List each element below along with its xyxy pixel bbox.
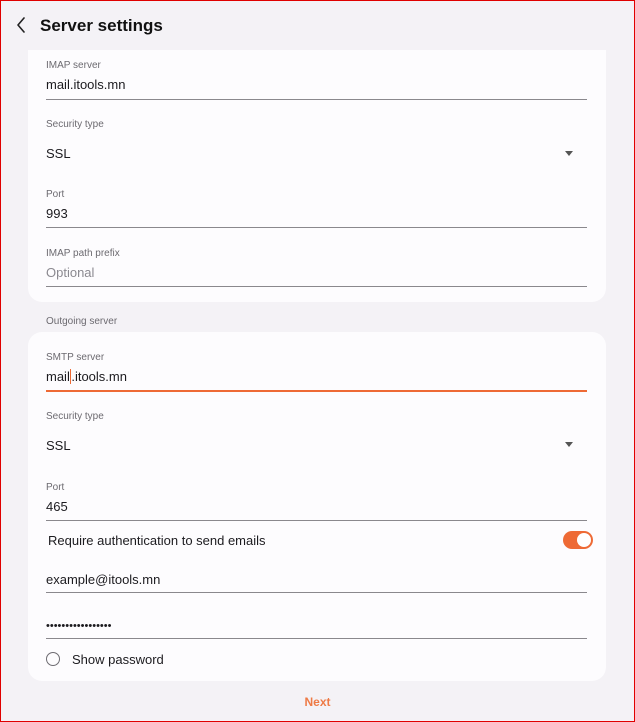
incoming-port-underline (46, 227, 587, 228)
smtp-server-text-before-cursor: mail (46, 369, 70, 384)
dropdown-arrow-icon (565, 151, 573, 156)
app-bar (0, 0, 635, 52)
incoming-security-type-dropdown[interactable] (46, 119, 587, 161)
outgoing-security-type-dropdown[interactable] (46, 411, 587, 453)
show-password-label: Show password (72, 651, 164, 667)
show-password-radio[interactable] (46, 652, 60, 666)
require-auth-label: Require authentication to send emails (48, 533, 266, 548)
password-input[interactable]: ••••••••••••••••• (46, 620, 112, 632)
username-field[interactable] (46, 572, 587, 588)
outgoing-security-type-value: SSL (46, 438, 71, 453)
imap-server-input[interactable]: mail.itools.mn (46, 77, 126, 92)
outgoing-security-type-label: Security type (46, 411, 104, 422)
incoming-port-label: Port (46, 189, 65, 200)
incoming-server-card (28, 50, 606, 302)
incoming-security-type-value: SSL (46, 146, 71, 161)
outgoing-server-section-label: Outgoing server (46, 316, 118, 327)
outgoing-port-label: Port (46, 482, 65, 493)
smtp-server-underline (46, 390, 587, 392)
page-title: Server settings (40, 16, 163, 35)
password-field[interactable] (46, 618, 587, 634)
incoming-port-field[interactable] (46, 189, 587, 222)
username-underline (46, 592, 587, 593)
smtp-server-field[interactable] (46, 352, 587, 385)
outgoing-port-underline (46, 520, 587, 521)
imap-path-prefix-label: IMAP path prefix (46, 248, 120, 259)
chevron-left-icon (15, 17, 27, 33)
imap-path-prefix-input[interactable]: Optional (46, 265, 95, 280)
show-password-row[interactable] (46, 650, 164, 668)
next-button[interactable]: Next (304, 695, 331, 709)
imap-server-field[interactable] (46, 60, 587, 93)
imap-path-prefix-field[interactable] (46, 248, 587, 281)
toggle-knob (577, 533, 591, 547)
dropdown-arrow-icon (565, 442, 573, 447)
smtp-server-text-after-cursor: .itools.mn (71, 369, 127, 384)
smtp-server-label: SMTP server (46, 352, 105, 363)
imap-server-label: IMAP server (46, 60, 101, 71)
smtp-server-input[interactable] (46, 369, 587, 385)
require-auth-toggle[interactable] (563, 531, 593, 549)
incoming-security-type-label: Security type (46, 119, 104, 130)
incoming-port-input[interactable]: 993 (46, 206, 68, 221)
username-input[interactable]: example@itools.mn (46, 572, 161, 587)
outgoing-port-field[interactable] (46, 482, 587, 515)
outgoing-port-input[interactable]: 465 (46, 499, 68, 514)
password-underline (46, 638, 587, 639)
imap-path-prefix-underline (46, 286, 587, 287)
imap-server-underline (46, 99, 587, 100)
require-auth-row (48, 530, 589, 552)
back-button[interactable] (10, 14, 32, 36)
outgoing-server-card (28, 332, 606, 681)
